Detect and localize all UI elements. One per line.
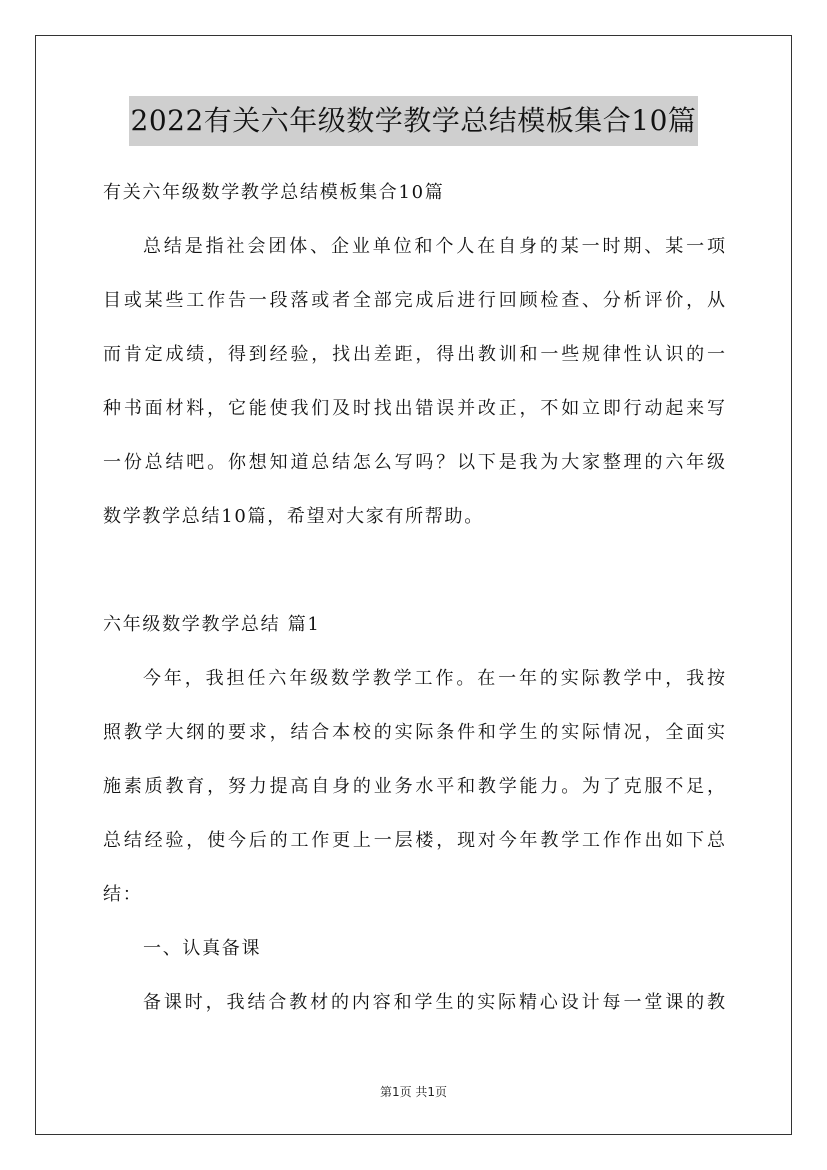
title-container xyxy=(0,96,827,146)
document-title: 2022有关六年级数学教学总结模板集合10篇 xyxy=(129,96,699,146)
subheading: 一、认真备课 xyxy=(143,938,262,959)
intro-line-3: 而肯定成绩，得到经验，找出差距，得出教训和一些规律性认识的一 xyxy=(103,344,725,365)
intro-line-4: 种书面材料，它能使我们及时找出错误并改正，不如立即行动起来写 xyxy=(103,398,725,419)
section-line-2: 照教学大纲的要求，结合本校的实际条件和学生的实际情况，全面实 xyxy=(103,722,725,743)
intro-line-6: 数学教学总结10篇，希望对大家有所帮助。 xyxy=(103,506,484,527)
section-line-4: 总结经验，使今后的工作更上一层楼，现对今年教学工作作出如下总 xyxy=(103,830,725,851)
page-footer: 第1页 共1页 xyxy=(379,1085,448,1099)
intro-line-1: 总结是指社会团体、企业单位和个人在自身的某一时期、某一项 xyxy=(143,236,725,257)
document-subtitle: 有关六年级数学教学总结模板集合10篇 xyxy=(103,182,445,203)
section-line-1: 今年，我担任六年级数学教学工作。在一年的实际教学中，我按 xyxy=(143,668,725,689)
section-heading: 六年级数学教学总结 篇1 xyxy=(103,614,321,635)
paragraph-gap xyxy=(103,553,725,607)
last-line: 备课时，我结合教材的内容和学生的实际精心设计每一堂课的教 xyxy=(143,992,725,1013)
section-line-5: 结： xyxy=(103,884,143,905)
intro-line-5: 一份总结吧。你想知道总结怎么写吗？以下是我为大家整理的六年级 xyxy=(103,452,725,473)
section-line-3: 施素质教育，努力提高自身的业务水平和教学能力。为了克服不足， xyxy=(103,776,725,797)
intro-line-2: 目或某些工作告一段落或者全部完成后进行回顾检查、分析评价，从 xyxy=(103,290,725,311)
document-body xyxy=(103,175,725,1039)
